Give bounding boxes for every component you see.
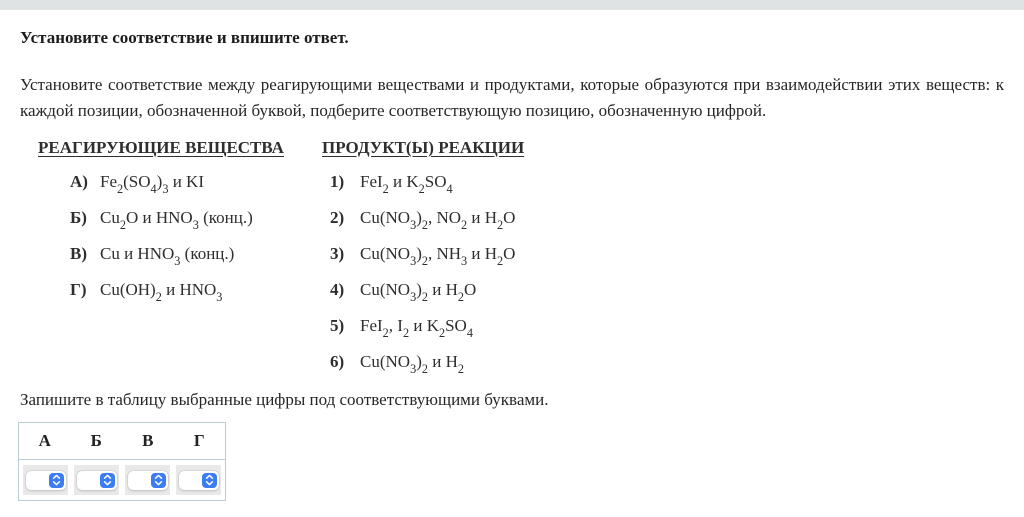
match-row-b (38, 207, 322, 233)
match-item-number: 5) (330, 316, 345, 335)
match-item-formula: FeI$_2$, $I_2$ и $K_2SO_4$ (360, 316, 473, 341)
match-item-formula: $Cu(NO_3)_2$, $NO_2$ и $H_2O$ (360, 208, 516, 233)
answers-note: Запишите в таблицу выбранные цифры под соответствующими буквами. (20, 390, 549, 409)
match-row-1 (322, 171, 524, 197)
match-item-formula: $Cu(NO_3)_2$, $NH_3$ и $H_2O$ (360, 244, 516, 269)
match-row-4 (322, 279, 524, 305)
chevron-up-down-icon (100, 473, 115, 488)
match-item-letter: А) (70, 172, 88, 191)
page-title: Установите соответствие и впишите ответ. (20, 28, 349, 47)
answer-select-g[interactable] (179, 471, 219, 490)
task-content (0, 28, 1024, 501)
match-item-number: 1) (330, 172, 345, 191)
products-column (322, 138, 525, 377)
match-item-formula: $Cu(NO_3)_2$ и $H_2O$ (360, 280, 477, 305)
match-item-formula: Cu и $HNO_3$ (конц.) (100, 244, 235, 269)
answer-table-body-row (19, 460, 225, 500)
match-item-formula: FeI$_2$ и $K_2SO_4$ (360, 172, 453, 197)
answer-column-header-v: В (142, 431, 154, 450)
task-instruction: Установите соответствие между реагирующими веществами и продуктами, которые образуются при взаимодействии этих веществ: к каждой позиции, обозначенной буквой, подберите соответствующую позицию, обозначенную цифрой. (20, 75, 1004, 120)
match-row-2 (322, 207, 524, 233)
answer-cell-a (23, 465, 68, 495)
top-bar (0, 0, 1024, 10)
answer-column-header-g: Г (193, 431, 205, 450)
match-item-letter: Г) (70, 280, 87, 299)
match-item-letter: Б) (70, 208, 87, 227)
match-row-a (38, 171, 322, 197)
answer-cell-v (125, 465, 170, 495)
answer-table-header-row (19, 423, 225, 460)
match-item-letter: В) (70, 244, 87, 263)
reactants-column (38, 138, 322, 372)
match-item-formula: $Cu(NO_3)_2$ и $H_2$ (360, 352, 464, 377)
match-row-3 (322, 243, 524, 269)
chevron-up-down-icon (151, 473, 166, 488)
match-row-6 (322, 351, 524, 377)
match-item-number: 2) (330, 208, 345, 227)
answer-select-v[interactable] (128, 471, 168, 490)
answer-cell-b (74, 465, 119, 495)
answer-column-header-b: Б (90, 431, 102, 450)
chevron-up-down-icon (49, 473, 64, 488)
match-item-number: 4) (330, 280, 345, 299)
products-list (322, 171, 524, 377)
answer-select-a[interactable] (26, 471, 66, 490)
match-row-v (38, 243, 322, 269)
match-row-g (38, 279, 322, 305)
match-item-number: 3) (330, 244, 345, 263)
match-item-formula: $Fe_2(SO_4)_3$ и KI (100, 172, 204, 197)
reactants-list (38, 171, 322, 305)
match-row-5 (322, 315, 524, 341)
match-area (38, 138, 1004, 377)
reactants-header: РЕАГИРУЮЩИЕ ВЕЩЕСТВА (38, 138, 284, 157)
answer-column-header-a: А (38, 431, 51, 450)
match-item-number: 6) (330, 352, 345, 371)
match-item-formula: $Cu(OH)_2$ и $HNO_3$ (100, 280, 223, 305)
products-header: ПРОДУКТ(Ы) РЕАКЦИИ (322, 138, 525, 157)
answer-table (18, 422, 226, 501)
answer-cell-g (176, 465, 221, 495)
answer-select-b[interactable] (77, 471, 117, 490)
chevron-up-down-icon (202, 473, 217, 488)
match-item-formula: $Cu_2O$ и $HNO_3$ (конц.) (100, 208, 253, 233)
